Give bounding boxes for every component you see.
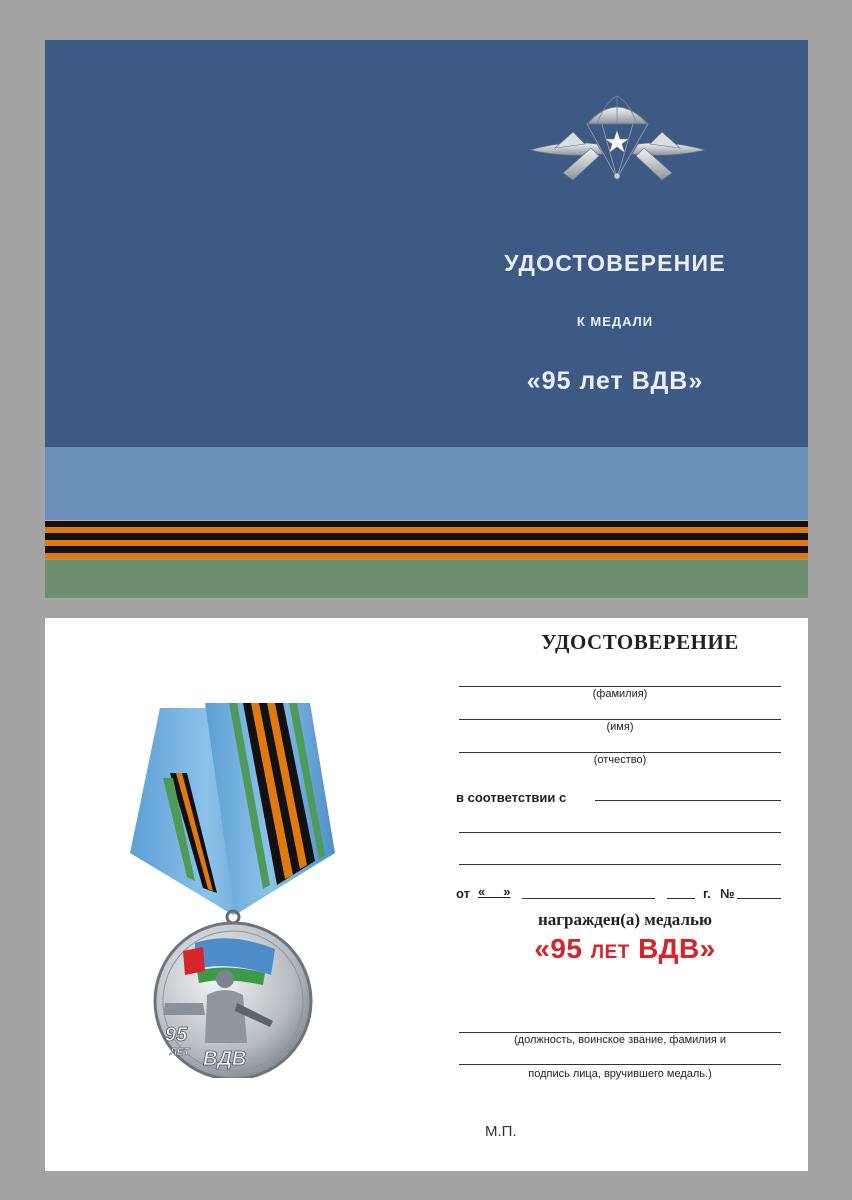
inner-title: УДОСТОВЕРЕНИЕ: [541, 630, 739, 654]
award-name-small: ЛЕТ: [590, 942, 630, 963]
signature-caption-2: подпись лица, вручившего медаль.): [528, 1068, 712, 1080]
accordance-line: [595, 800, 781, 801]
award-name-open: «95: [534, 933, 591, 964]
blank-line-1: [459, 832, 781, 833]
patronymic-line: [459, 752, 781, 753]
blank-line-2: [459, 864, 781, 865]
cover-light-blue-band: [45, 447, 808, 520]
certificate-inner-page: [45, 618, 808, 1171]
number-label: №: [720, 886, 735, 901]
certificate-cover: [45, 40, 808, 598]
svg-text:ЛЕТ: ЛЕТ: [170, 1047, 190, 1058]
number-line: [737, 898, 781, 899]
year-label: г.: [703, 886, 711, 901]
signature-caption-1: (должность, воинское звание, фамилия и: [513, 1034, 727, 1046]
surname-line: [459, 686, 781, 687]
date-month-line: [522, 898, 655, 899]
signature-line-1: [459, 1032, 781, 1033]
medal-95-years-vdv-icon: [125, 703, 350, 1078]
svg-text:95: 95: [165, 1024, 188, 1046]
paratrooper-parachute-wings-emblem-icon: [525, 88, 710, 198]
cover-subtitle: К МЕДАЛИ: [576, 314, 654, 329]
stamp-place-text: М.П.: [485, 1123, 517, 1140]
from-label: от: [456, 886, 470, 901]
accordance-label: в соответствии с: [456, 790, 567, 805]
cover-medal-name: «95 лет ВДВ»: [526, 367, 704, 395]
date-year-line: [667, 898, 695, 899]
svg-text:ВДВ: ВДВ: [203, 1048, 247, 1070]
awarded-text: награжден(а) медалью: [538, 910, 712, 929]
patronymic-caption: (отчество): [593, 754, 647, 766]
name-line: [459, 719, 781, 720]
cover-title: УДОСТОВЕРЕНИЕ: [504, 250, 726, 276]
st-george-ribbon-band: [45, 520, 808, 560]
date-quote-marks: « »: [478, 884, 511, 899]
surname-caption: (фамилия): [592, 688, 648, 700]
award-name-close: ВДВ»: [629, 933, 716, 964]
signature-line-2: [459, 1064, 781, 1065]
name-caption: (имя): [606, 721, 634, 733]
cover-green-band: [45, 560, 808, 598]
award-medal-name: [485, 933, 765, 965]
